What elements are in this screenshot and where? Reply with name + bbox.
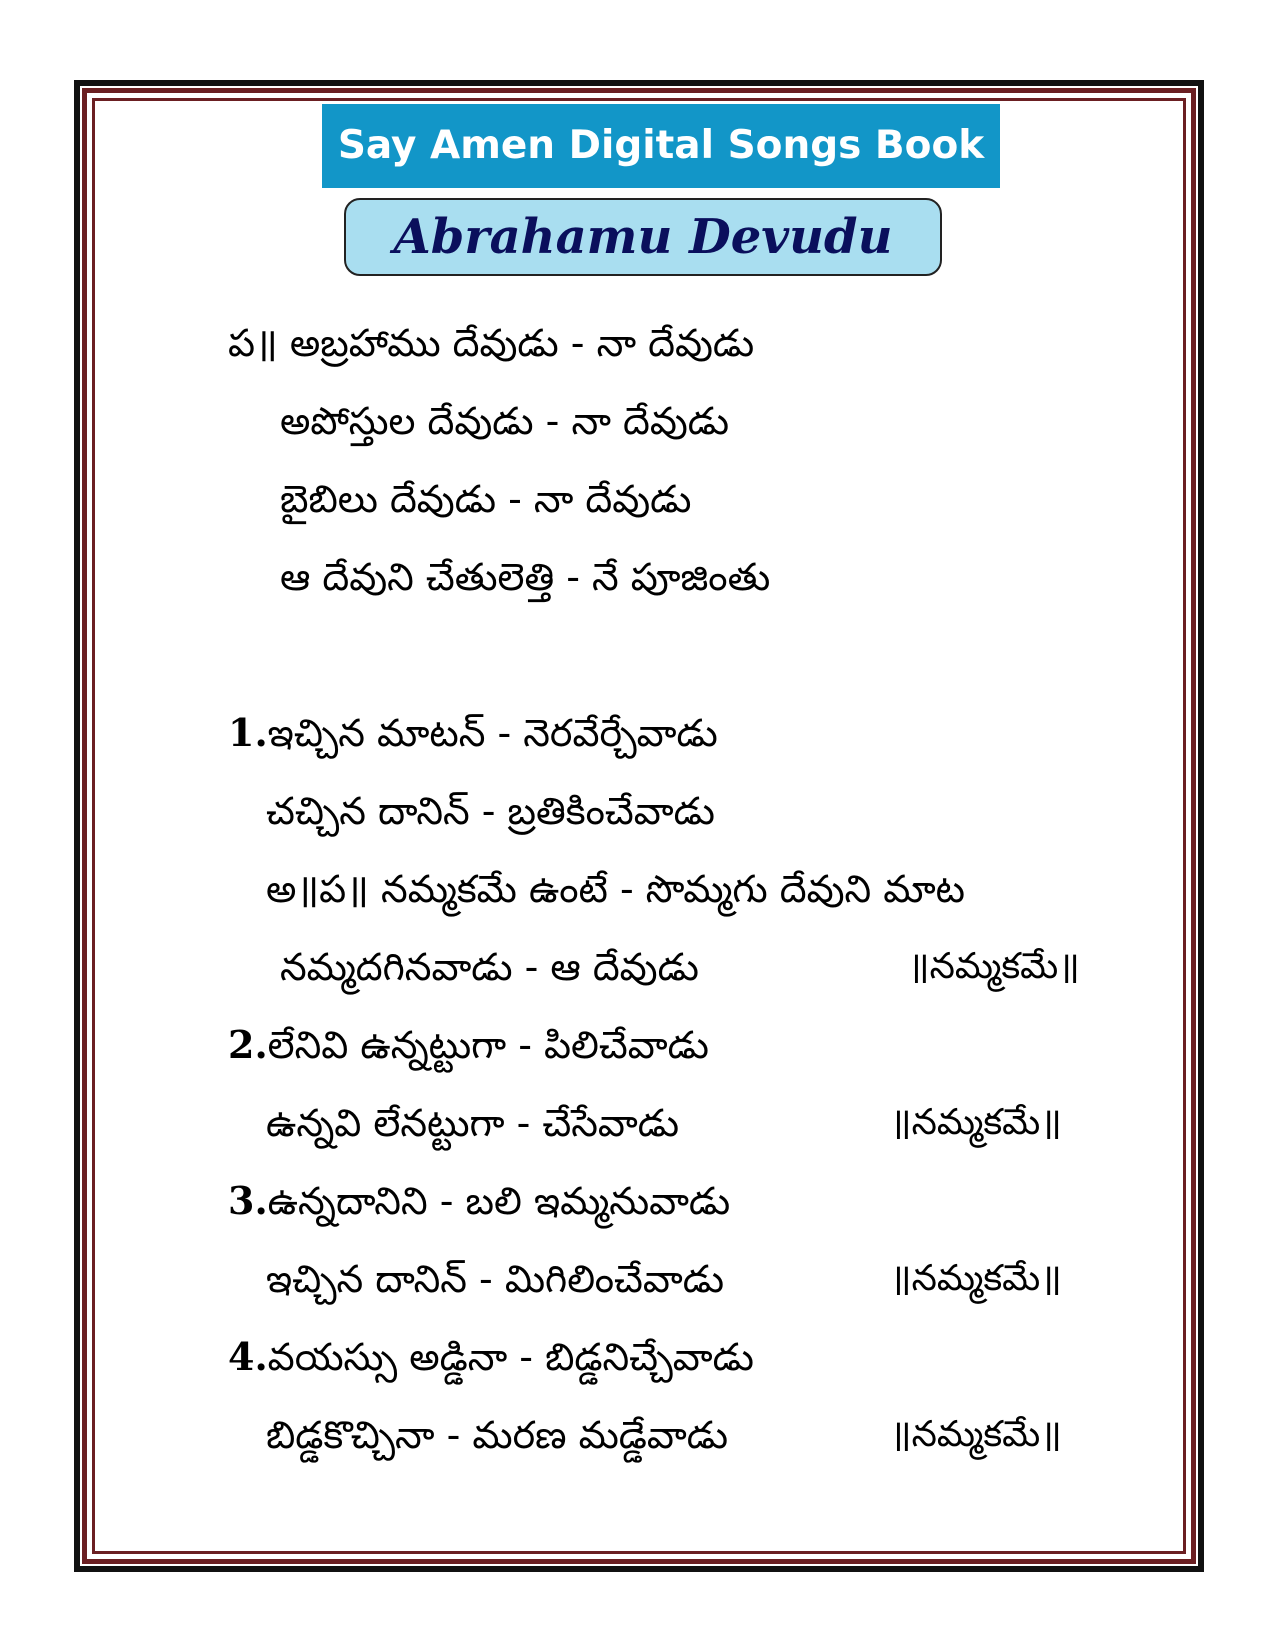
pallavi-line: అపోస్తుల దేవుడు - నా దేవుడు <box>280 399 730 443</box>
pallavi-line: బైబిలు దేవుడు - నా దేవుడు <box>280 477 692 521</box>
stanza-number: 2. <box>228 1022 268 1067</box>
lyric-text: ఉన్నదానిని - బలి ఇమ్మనువాడు <box>267 1179 731 1223</box>
song-title: Abrahamu Devudu <box>344 198 942 276</box>
refrain-marker: ॥నమ్మకమే॥ <box>890 1102 1062 1143</box>
stanza-1-line-3: అ॥ప॥ నమ్మకమే ఉంటే - సొమ్మగు దేవుని మాట <box>266 867 966 911</box>
stanza-1-line-2: చచ్చిన దానిన్ - బ్రతికించేవాడు <box>266 789 715 833</box>
pallavi-line: ప॥ అబ్రహాము దేవుడు - నా దేవుడు <box>228 321 755 365</box>
refrain-marker: ॥నమ్మకమే॥ <box>890 1414 1062 1455</box>
songbook-banner: Say Amen Digital Songs Book <box>322 104 1000 188</box>
stanza-number: 4. <box>228 1334 268 1379</box>
stanza-2-line-2: ఉన్నవి లేనట్టుగా - చేసేవాడు <box>266 1101 680 1145</box>
stanza-2-line-1 <box>228 1020 709 1070</box>
stanza-1-line-1 <box>228 708 718 758</box>
stanza-4-line-2: బిడ్డకొచ్చినా - మరణ మడ్డేవాడు <box>266 1413 729 1457</box>
refrain-marker: ॥నమ్మకమే॥ <box>890 1258 1062 1299</box>
stanza-4-line-1 <box>228 1332 754 1382</box>
refrain-marker: ॥నమ్మకమే॥ <box>908 946 1080 987</box>
lyric-text: లేనివి ఉన్నట్టుగా - పిలిచేవాడు <box>267 1023 709 1067</box>
stanza-1-line-4: నమ్మదగినవాడు - ఆ దేవుడు <box>280 945 699 989</box>
lyric-text: ఇచ్చిన మాటన్ - నెరవేర్చేవాడు <box>267 711 718 755</box>
pallavi-line: ఆ దేవుని చేతులెత్తి - నే పూజింతు <box>280 555 771 599</box>
stanza-3-line-1 <box>228 1176 730 1226</box>
stanza-number: 3. <box>228 1178 268 1223</box>
lyric-text: వయస్సు అడ్డినా - బిడ్డనిచ్చేవాడు <box>267 1335 754 1379</box>
stanza-number: 1. <box>228 710 268 755</box>
stanza-3-line-2: ఇచ్చిన దానిన్ - మిగిలించేవాడు <box>266 1257 724 1301</box>
